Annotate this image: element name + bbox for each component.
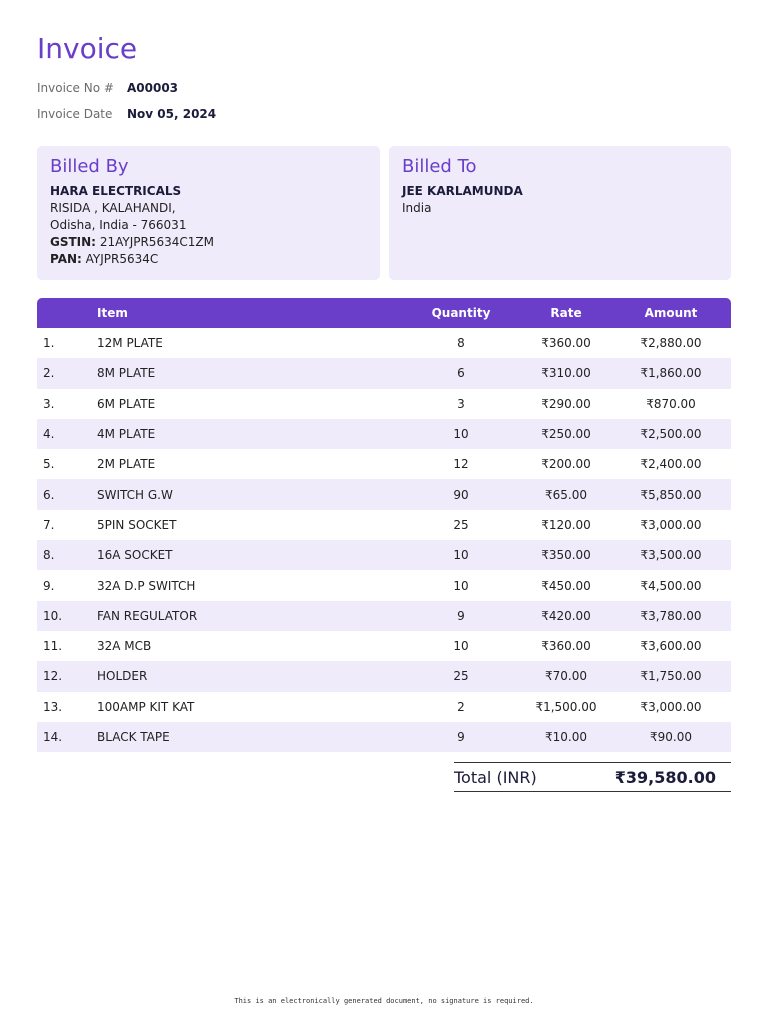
row-rate: ₹350.00 (541, 548, 591, 563)
table-row (37, 389, 731, 419)
total-label: Total (INR) (454, 767, 537, 787)
row-rate: ₹290.00 (541, 396, 591, 411)
table-row (37, 358, 731, 388)
invoice-date-value: Nov 05, 2024 (127, 107, 217, 121)
row-number: 4. (43, 427, 55, 442)
row-amount: ₹4,500.00 (640, 578, 702, 593)
invoice-number-label: Invoice No # (37, 81, 114, 95)
row-quantity: 9 (457, 608, 465, 623)
row-rate: ₹10.00 (545, 730, 587, 744)
row-quantity: 12 (453, 457, 469, 472)
billed-by-address-line2: Odisha, India - 766031 (50, 218, 187, 232)
row-rate: ₹420.00 (541, 608, 591, 623)
row-amount: ₹870.00 (646, 396, 696, 411)
row-number: 1. (43, 336, 55, 351)
invoice-number-value: A00003 (127, 81, 179, 95)
billed-to-card (389, 146, 731, 280)
row-amount: ₹3,500.00 (640, 548, 702, 563)
row-item: HOLDER (97, 669, 148, 684)
billed-by-pan (50, 251, 367, 268)
row-amount: ₹2,880.00 (640, 336, 702, 351)
row-rate: ₹70.00 (545, 669, 587, 684)
table-row (37, 419, 731, 449)
row-number: 11. (43, 639, 63, 654)
row-number: 8. (43, 548, 55, 563)
billed-by-name: HARA ELECTRICALS (50, 184, 182, 198)
row-item: BLACK TAPE (97, 730, 170, 744)
row-amount: ₹3,000.00 (640, 699, 702, 714)
billed-to-heading: Billed To (402, 156, 477, 177)
row-item: 16A SOCKET (97, 548, 173, 563)
billed-by-card (37, 146, 380, 280)
header-number (37, 298, 97, 328)
table-header-row (37, 298, 731, 328)
table-row (37, 479, 731, 509)
row-number: 9. (43, 578, 55, 593)
page-title: Invoice (37, 32, 138, 65)
row-quantity: 10 (453, 548, 469, 563)
row-quantity: 10 (453, 639, 469, 654)
row-rate: ₹360.00 (541, 639, 591, 654)
row-item: SWITCH G.W (97, 487, 173, 502)
table-row (37, 540, 731, 570)
row-number: 2. (43, 366, 55, 381)
row-rate: ₹200.00 (541, 457, 591, 472)
row-quantity: 6 (457, 366, 465, 381)
table-row (37, 722, 731, 752)
row-amount: ₹5,850.00 (640, 487, 702, 502)
total-row (454, 762, 731, 792)
row-item: 2M PLATE (97, 457, 156, 472)
invoice-date-row (37, 107, 216, 121)
invoice-date-label: Invoice Date (37, 107, 113, 121)
row-quantity: 90 (453, 487, 469, 502)
row-amount: ₹1,750.00 (640, 669, 702, 684)
total-value: ₹39,580.00 (614, 767, 716, 787)
row-amount: ₹3,780.00 (640, 608, 702, 623)
row-rate: ₹360.00 (541, 336, 591, 351)
row-quantity: 3 (457, 396, 465, 411)
row-quantity: 9 (457, 730, 465, 744)
row-amount: ₹2,400.00 (640, 457, 702, 472)
row-rate: ₹450.00 (541, 578, 591, 593)
invoice-number-row (37, 81, 178, 95)
table-row (37, 449, 731, 479)
row-rate: ₹120.00 (541, 517, 591, 532)
row-number: 5. (43, 457, 55, 472)
pan-value: AYJPR5634C (85, 252, 159, 266)
header-quantity: Quantity (431, 306, 491, 320)
header-item: Item (97, 306, 128, 320)
row-rate: ₹310.00 (541, 366, 591, 381)
row-quantity: 10 (453, 427, 469, 442)
row-number: 13. (43, 699, 63, 714)
row-item: 32A MCB (97, 639, 152, 654)
row-quantity: 2 (457, 699, 465, 714)
row-quantity: 25 (453, 669, 469, 684)
table-row (37, 328, 731, 358)
billed-by-gstin (50, 234, 367, 251)
table-row (37, 570, 731, 600)
billed-by-address-line1: RISIDA , KALAHANDI, (50, 201, 176, 215)
row-item: 8M PLATE (97, 366, 156, 381)
row-amount: ₹1,860.00 (640, 366, 702, 381)
row-quantity: 10 (453, 578, 469, 593)
billed-to-country: India (402, 201, 432, 215)
table-row (37, 661, 731, 691)
row-amount: ₹3,600.00 (640, 639, 702, 654)
row-number: 6. (43, 487, 55, 502)
row-number: 3. (43, 396, 55, 411)
row-item: 12M PLATE (97, 336, 163, 351)
footer-note: This is an electronically generated document, no signature is required. (234, 997, 534, 1005)
row-item: 5PIN SOCKET (97, 517, 177, 532)
header-rate: Rate (550, 306, 582, 320)
table-row (37, 631, 731, 661)
row-item: 100AMP KIT KAT (97, 699, 195, 714)
row-quantity: 8 (457, 336, 465, 351)
pan-label: PAN: (50, 252, 82, 266)
table-row (37, 692, 731, 722)
table-row (37, 601, 731, 631)
row-number: 10. (43, 608, 63, 623)
row-amount: ₹90.00 (650, 730, 692, 744)
items-table (37, 298, 731, 752)
row-item: 6M PLATE (97, 396, 156, 411)
row-number: 14. (43, 730, 63, 744)
gstin-label: GSTIN: (50, 235, 96, 249)
billed-to-name: JEE KARLAMUNDA (402, 184, 523, 198)
row-rate: ₹1,500.00 (535, 699, 597, 714)
row-item: FAN REGULATOR (97, 608, 198, 623)
row-amount: ₹2,500.00 (640, 427, 702, 442)
header-amount: Amount (644, 306, 698, 320)
row-rate: ₹250.00 (541, 427, 591, 442)
row-rate: ₹65.00 (545, 487, 587, 502)
row-item: 32A D.P SWITCH (97, 578, 196, 593)
gstin-value: 21AYJPR5634C1ZM (99, 235, 214, 249)
row-number: 12. (43, 669, 63, 684)
billed-by-heading: Billed By (50, 156, 129, 177)
row-amount: ₹3,000.00 (640, 517, 702, 532)
row-item: 4M PLATE (97, 427, 156, 442)
row-number: 7. (43, 517, 55, 532)
row-quantity: 25 (453, 517, 469, 532)
table-row (37, 510, 731, 540)
